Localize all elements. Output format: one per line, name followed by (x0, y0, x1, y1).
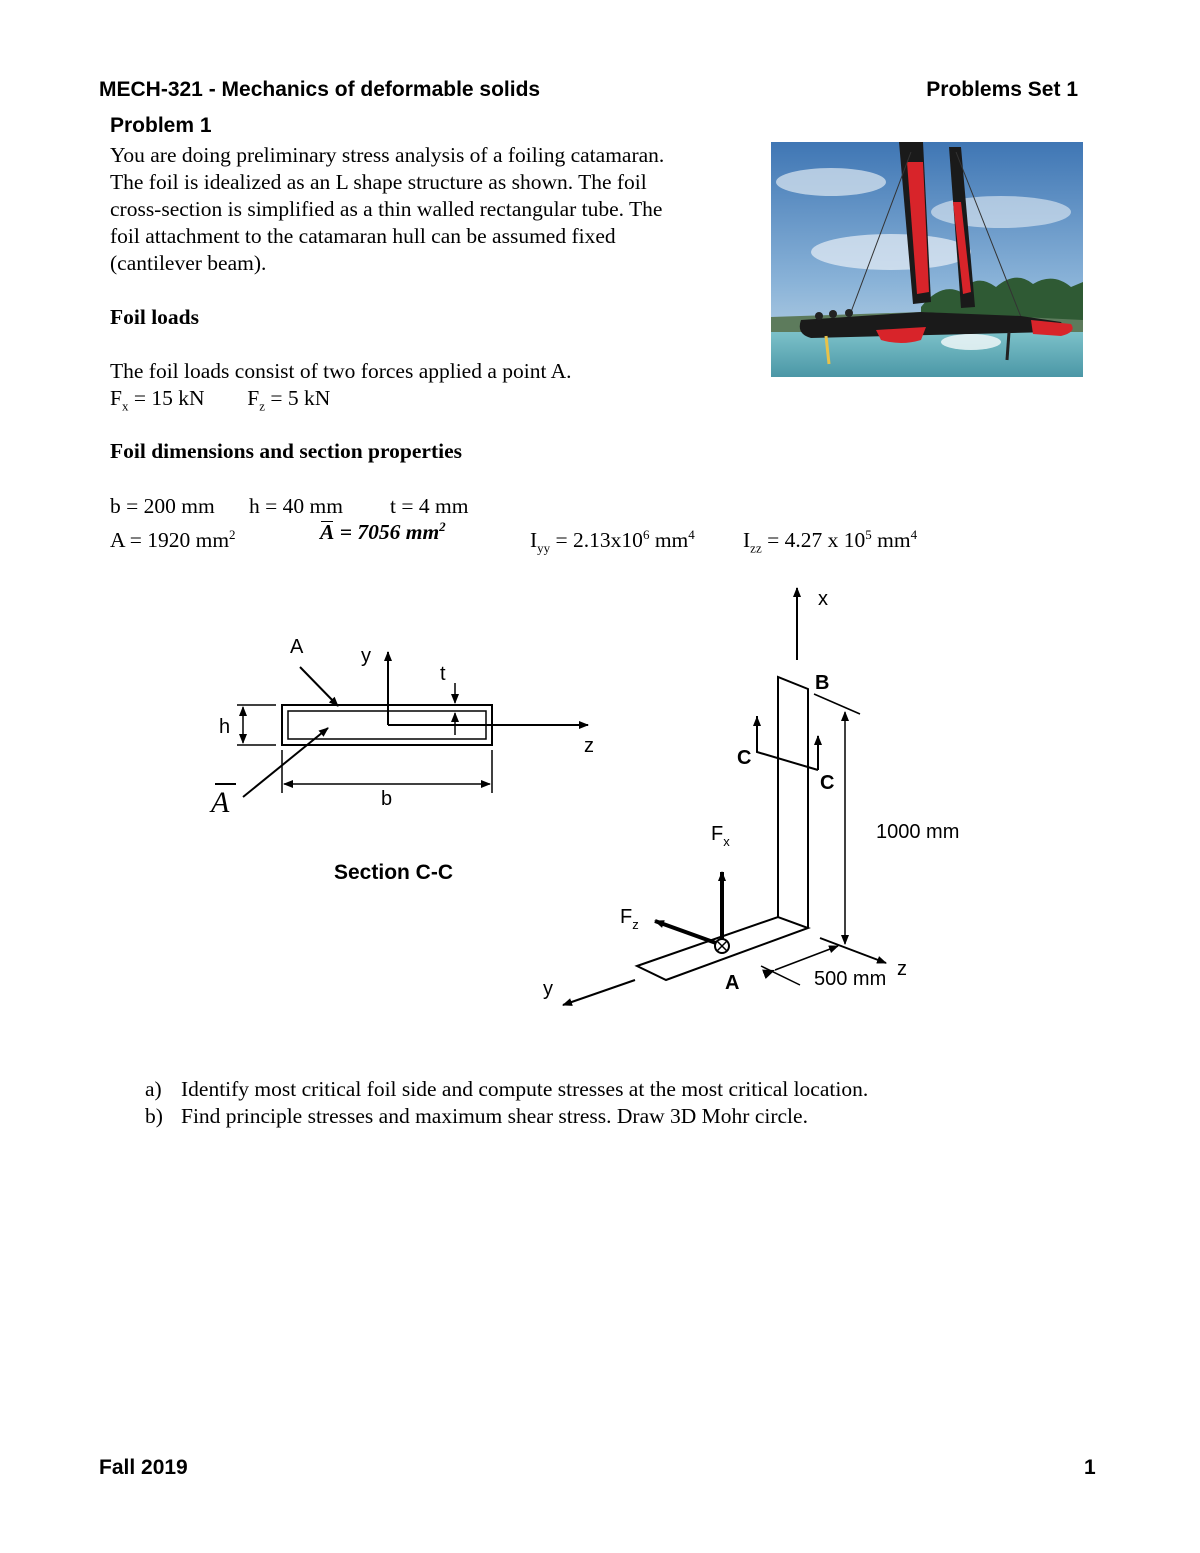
fz-subscript: z (259, 398, 265, 414)
fx-label-sub: x (723, 834, 730, 849)
loads-text: The foil loads consist of two forces applied a point A. (110, 359, 572, 383)
iyy-unit: mm (649, 528, 689, 553)
abar-symbol: A (320, 520, 335, 545)
fx-symbol: F (110, 386, 122, 410)
foil-z-axis (820, 938, 886, 963)
section-label-t: t (440, 663, 446, 685)
iyy-subscript: yy (537, 540, 551, 556)
foil-y-axis (563, 980, 635, 1005)
dim-b: b = 200 mm (110, 494, 215, 518)
course-title: MECH-321 - Mechanics of deformable solids (99, 78, 541, 101)
izz-unit-exp: 4 (910, 527, 918, 542)
intro-line: foil attachment to the catamaran hull can be assumed fixed (110, 224, 616, 248)
fz-symbol: F (247, 386, 260, 410)
dim-t: t = 4 mm (390, 494, 469, 518)
section-cc-diagram (237, 652, 588, 797)
questions-list (145, 1076, 1045, 1130)
problem-set-title: Problems Set 1 (926, 78, 1078, 101)
dimensions-heading: Foil dimensions and section properties (110, 439, 462, 463)
section-A-leader (300, 667, 338, 706)
footer-page-number: 1 (1084, 1456, 1096, 1479)
izz-value: = 4.27 x 10 (767, 528, 866, 553)
izz-exp: 5 (865, 527, 872, 542)
foil-label-Fz (620, 906, 639, 932)
izz-symbol: I (743, 528, 751, 553)
dim-h: h = 40 mm (249, 494, 343, 518)
question-b-label: b) (145, 1104, 163, 1128)
question-a (145, 1076, 1045, 1103)
section-label-Abar: A (211, 786, 230, 819)
section-label-y: y (361, 645, 371, 667)
fx-label-symbol: F (711, 823, 724, 845)
question-b-text: Find principle stresses and maximum shear stress. Draw 3D Mohr circle. (181, 1104, 808, 1128)
foil-diagram (563, 588, 886, 1005)
intro-line: The foil is idealized as an L shape structure as shown. The foil (110, 170, 647, 194)
fx-subscript: x (121, 398, 129, 414)
question-a-label: a) (145, 1077, 162, 1101)
section-label-h: h (219, 716, 231, 738)
iyy-unit-exp: 4 (688, 527, 695, 542)
fz-force-arrow (655, 921, 716, 943)
izz-unit: mm (871, 528, 911, 553)
foil-label-B: B (815, 672, 830, 694)
foil-vertical-strut (778, 677, 808, 928)
loads-heading: Foil loads (110, 305, 200, 329)
dim-1000-label: 1000 mm (876, 821, 960, 843)
foil-label-C-right: C (820, 772, 835, 794)
section-caption: Section C-C (334, 861, 454, 884)
foil-label-A: A (725, 972, 740, 994)
foil-label-C-left: C (737, 747, 752, 769)
intro-line: cross-section is simplified as a thin walled rectangular tube. The (110, 197, 663, 221)
abar-value: = 7056 mm (339, 520, 440, 545)
footer-term: Fall 2019 (99, 1456, 188, 1479)
area-A-value: A = 1920 mm (110, 528, 230, 553)
izz-subscript: zz (750, 540, 762, 556)
fz-value: = 5 kN (270, 386, 331, 410)
fx-value: = 15 kN (133, 386, 205, 410)
dim-500-label: 500 mm (814, 968, 887, 990)
iyy-exp: 6 (642, 527, 650, 542)
fz-label-symbol: F (620, 906, 633, 928)
abar-exp: 2 (439, 519, 446, 534)
foil-label-Fx (711, 823, 730, 849)
section-Abar-leader (243, 728, 328, 797)
question-a-text: Identify most critical foil side and compute stresses at the most critical location. (181, 1077, 869, 1101)
section-label-z: z (584, 735, 594, 757)
section-label-A: A (290, 636, 304, 658)
foil-label-y: y (543, 978, 553, 1000)
foil-label-x: x (818, 588, 828, 610)
problem-title: Problem 1 (110, 114, 212, 137)
dim-500-arrow (775, 946, 838, 970)
foil-label-z: z (897, 958, 907, 980)
area-A-exp: 2 (229, 527, 236, 542)
intro-line: You are doing preliminary stress analysis of a foiling catamaran. (110, 143, 665, 167)
fz-label-sub: z (632, 917, 639, 932)
section-label-b: b (381, 788, 393, 810)
question-b (145, 1103, 1045, 1130)
iyy-value: = 2.13x10 (555, 528, 643, 553)
intro-line: (cantilever beam). (110, 251, 267, 275)
iyy-symbol: I (530, 528, 538, 553)
